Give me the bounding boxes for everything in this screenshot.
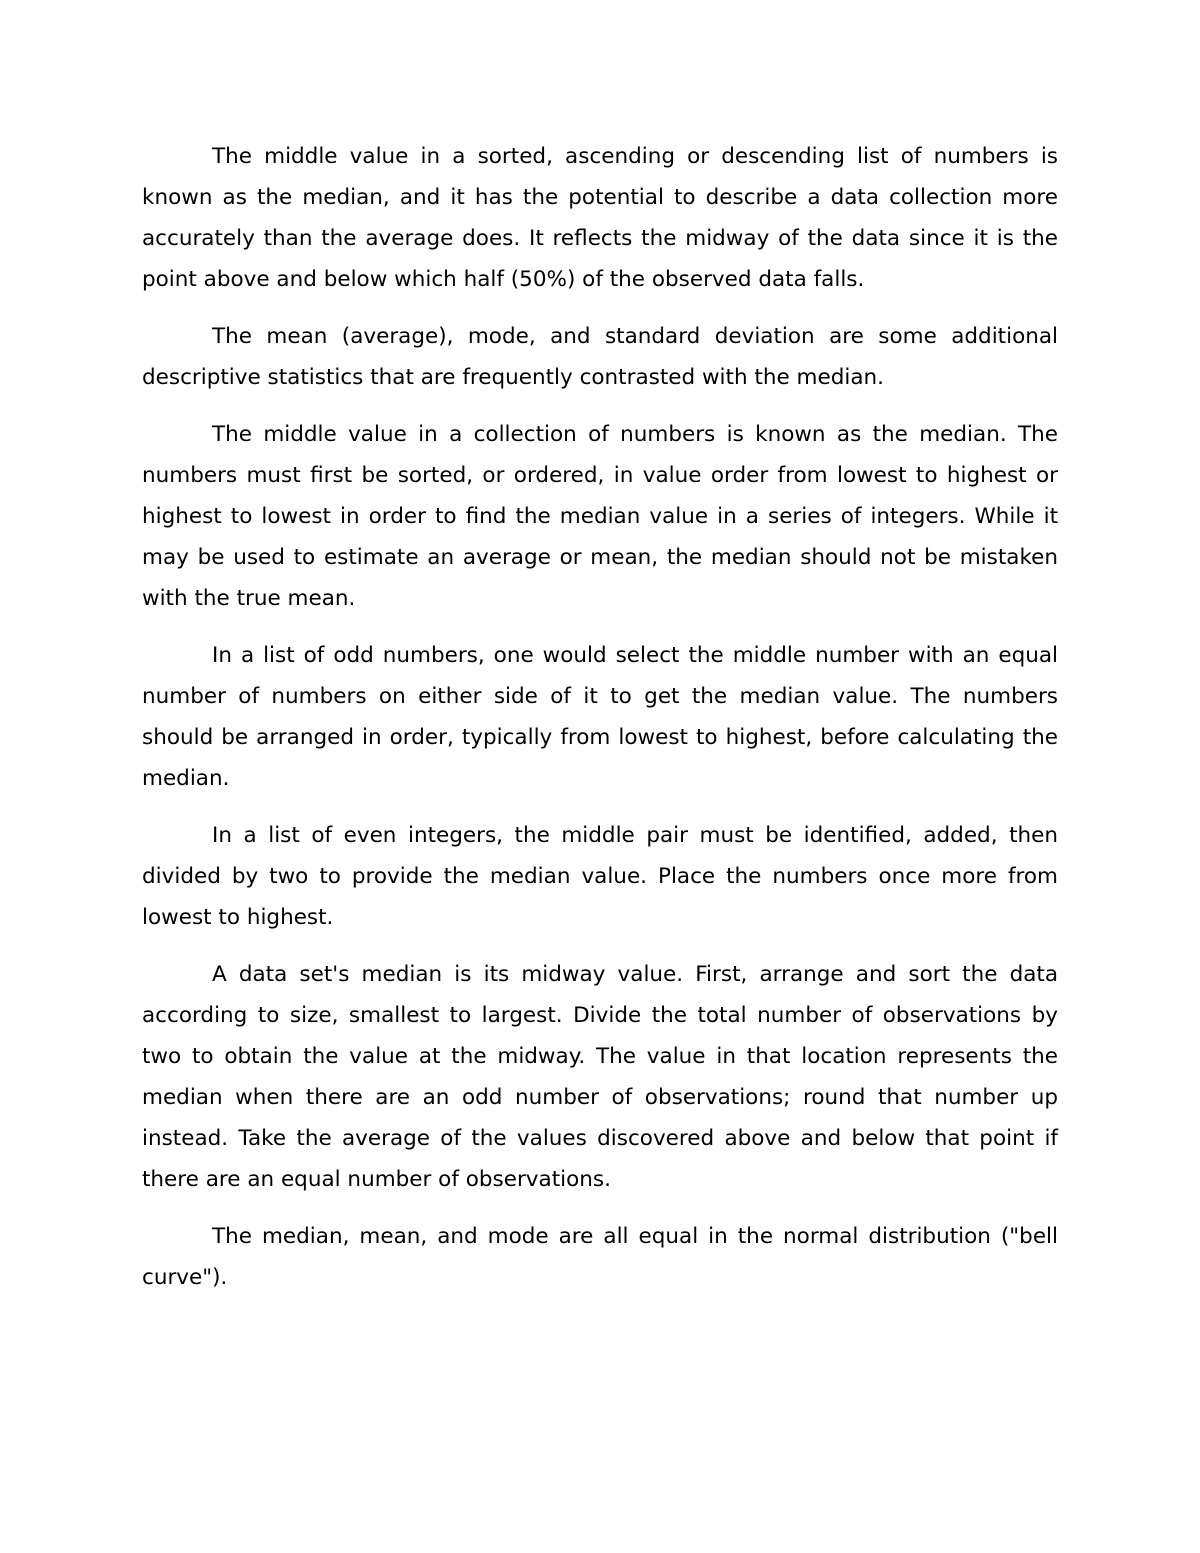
paragraph-1: The middle value in a sorted, ascending or descending list of numbers is known as the median, and it has the potential to describe a data collection more accurately than the average does. It reflects the midway of the data since it is the point above and below which half (50%) of the observed data falls. bbox=[142, 144, 1058, 292]
paragraph-6: A data set's median is its midway value. First, arrange and sort the data according to size, smallest to largest. Divide the total number of observations by two to obtain the value at the midway. The value in that location represents the median when there are an odd number of observations; round that number up instead. Take the average of the values discovered above and below that point if there are an equal number of observations. bbox=[142, 962, 1058, 1192]
paragraph-2: The mean (average), mode, and standard deviation are some additional descriptive statistics that are frequently contrasted with the median. bbox=[142, 324, 1058, 390]
paragraph-4: In a list of odd numbers, one would select the middle number with an equal number of numbers on either side of it to get the median value. The numbers should be arranged in order, typically from lowest to highest, before calculating the median. bbox=[142, 643, 1058, 791]
paragraph-7: The median, mean, and mode are all equal in the normal distribution ("bell curve"). bbox=[142, 1224, 1058, 1290]
paragraph-3: The middle value in a collection of numbers is known as the median. The numbers must first be sorted, or ordered, in value order from lowest to highest or highest to lowest in order to find the median value in a series of integers. While it may be used to estimate an average or mean, the median should not be mistaken with the true mean. bbox=[142, 422, 1058, 611]
paragraph-5: In a list of even integers, the middle pair must be identified, added, then divided by two to provide the median value. Place the numbers once more from lowest to highest. bbox=[142, 823, 1058, 930]
document-body bbox=[142, 136, 1058, 1314]
